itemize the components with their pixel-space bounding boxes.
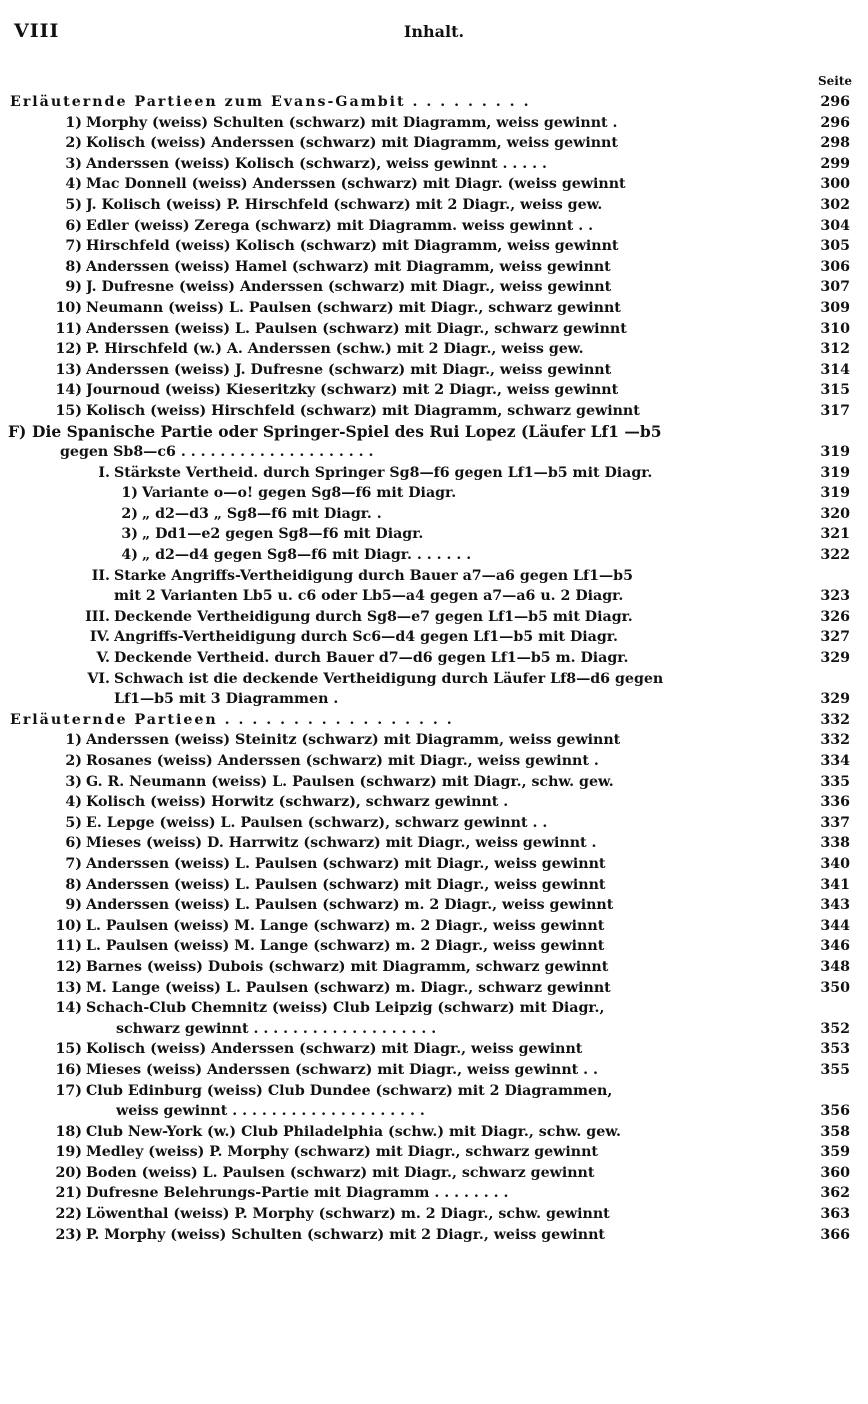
toc-entry-number: 19) xyxy=(55,1144,82,1161)
toc-entry-number: 6) xyxy=(65,217,82,234)
toc-entry xyxy=(0,442,868,463)
toc-entry-number: 12) xyxy=(55,341,82,358)
toc-entry-number: 2) xyxy=(65,135,82,152)
toc-entry xyxy=(0,174,868,195)
toc-entry-number: 5) xyxy=(65,814,82,831)
toc-entry-page: 355 xyxy=(820,1061,850,1078)
toc-entry-page: 314 xyxy=(820,361,850,378)
toc-entry-page: 304 xyxy=(820,217,850,234)
toc-entry-title: Lf1—b5 mit 3 Diagrammen . xyxy=(114,691,339,708)
toc-entry xyxy=(0,916,868,937)
toc-entry-page: 360 xyxy=(820,1164,850,1181)
toc-entry-title: Starke Angriffs-Vertheidigung durch Bauer a7—a6 gegen Lf1—b5 xyxy=(114,567,633,584)
toc-entry xyxy=(0,895,868,916)
toc-entry xyxy=(0,813,868,834)
toc-entry-title: Hirschfeld (weiss) Kolisch (schwarz) mit Diagramm, weiss gewinnt xyxy=(86,238,619,255)
toc-entry-number: 7) xyxy=(65,855,82,872)
toc-entry xyxy=(0,236,868,257)
toc-entry-title: Mac Donnell (weiss) Anderssen (schwarz) mit Diagr. (weiss gewinnt xyxy=(86,176,626,193)
toc-entry xyxy=(0,113,868,134)
toc-entry-title: Journoud (weiss) Kieseritzky (schwarz) mit 2 Diagr., weiss gewinnt xyxy=(86,382,619,399)
toc-entry-page: 362 xyxy=(820,1185,850,1202)
toc-entry xyxy=(0,339,868,360)
toc-entry xyxy=(0,1039,868,1060)
toc-entry-page: 299 xyxy=(820,155,850,172)
toc-entry-number: 12) xyxy=(55,958,82,975)
toc-entry-title: Kolisch (weiss) Hirschfeld (schwarz) mit Diagramm, schwarz gewinnt xyxy=(86,402,640,419)
toc-entry-number: 14) xyxy=(55,1000,82,1017)
toc-entry-page: 302 xyxy=(820,196,850,213)
toc-entry-number: 13) xyxy=(55,361,82,378)
toc-entry-title: Erläuternde Partieen zum Evans-Gambit . . . . . . . . . xyxy=(10,94,531,110)
toc-entry xyxy=(0,154,868,175)
toc-entry-page: 321 xyxy=(820,526,850,543)
toc-entry xyxy=(0,875,868,896)
toc-entry-page: 338 xyxy=(820,835,850,852)
toc-entry-page: 310 xyxy=(820,320,850,337)
toc-entry xyxy=(0,195,868,216)
toc-entry-page: 306 xyxy=(820,258,850,275)
toc-entry-page: 298 xyxy=(820,135,850,152)
toc-entry-page: 352 xyxy=(820,1020,850,1037)
toc-entry-number: 23) xyxy=(55,1226,82,1243)
toc-entry-title: Anderssen (weiss) L. Paulsen (schwarz) mit Diagr., weiss gewinnt xyxy=(86,855,606,872)
toc-entry xyxy=(0,504,868,525)
toc-entry-page: 341 xyxy=(820,876,850,893)
toc-entry-page: 296 xyxy=(820,94,850,110)
toc-entry-page: 329 xyxy=(820,691,850,708)
table-of-contents xyxy=(0,92,868,1245)
page-number-roman: VIII xyxy=(14,20,60,42)
toc-entry-number: 5) xyxy=(65,196,82,213)
toc-entry-title: L. Paulsen (weiss) M. Lange (schwarz) m. 2 Diagr., weiss gewinnt xyxy=(86,917,605,934)
toc-entry-number: 3) xyxy=(65,773,82,790)
toc-entry xyxy=(0,1163,868,1184)
toc-entry xyxy=(0,978,868,999)
toc-entry-title: schwarz gewinnt . . . . . . . . . . . . . . . . . . . xyxy=(116,1020,437,1037)
toc-entry-title: Kolisch (weiss) Anderssen (schwarz) mit Diagramm, weiss gewinnt xyxy=(86,135,618,152)
toc-entry-number: 9) xyxy=(65,897,82,914)
toc-entry-number: 17) xyxy=(55,1082,82,1099)
toc-entry-number: 15) xyxy=(55,402,82,419)
toc-entry xyxy=(0,1225,868,1246)
toc-entry-number: 14) xyxy=(55,382,82,399)
toc-entry-page: 335 xyxy=(820,773,850,790)
toc-entry xyxy=(0,586,868,607)
toc-entry xyxy=(0,730,868,751)
toc-entry-number: 16) xyxy=(55,1061,82,1078)
toc-entry-title: G. R. Neumann (weiss) L. Paulsen (schwarz) mit Diagr., schw. gew. xyxy=(86,773,614,790)
toc-entry-number: III. xyxy=(85,608,110,625)
toc-entry xyxy=(0,1019,868,1040)
toc-entry-page: 332 xyxy=(820,732,850,749)
toc-entry-number: 6) xyxy=(65,835,82,852)
toc-entry-title: Löwenthal (weiss) P. Morphy (schwarz) m. 2 Diagr., schw. gewinnt xyxy=(86,1206,610,1223)
toc-entry xyxy=(0,401,868,422)
toc-entry-page: 366 xyxy=(820,1226,850,1243)
toc-entry-title: Angriffs-Vertheidigung durch Sc6—d4 gegen Lf1—b5 mit Diagr. xyxy=(114,629,618,646)
toc-entry-page: 312 xyxy=(820,341,850,358)
toc-entry xyxy=(0,298,868,319)
toc-entry-page: 307 xyxy=(820,279,850,296)
toc-entry xyxy=(0,422,868,443)
toc-entry-title: Club Edinburg (weiss) Club Dundee (schwarz) mit 2 Diagrammen, xyxy=(86,1082,613,1099)
toc-entry-page: 319 xyxy=(820,464,850,481)
toc-entry-number: IV. xyxy=(89,629,110,646)
toc-entry-page: 359 xyxy=(820,1144,850,1161)
toc-entry-title: P. Morphy (weiss) Schulten (schwarz) mit 2 Diagr., weiss gewinnt xyxy=(86,1226,605,1243)
toc-entry-number: 4) xyxy=(121,547,138,564)
toc-entry-title: Boden (weiss) L. Paulsen (schwarz) mit Diagr., schwarz gewinnt xyxy=(86,1164,595,1181)
toc-entry-number: VI. xyxy=(87,670,110,687)
toc-entry-page: 323 xyxy=(820,588,850,605)
toc-entry-title: Erläuternde Partieen . . . . . . . . . . . . . . . . . xyxy=(10,711,454,728)
toc-entry-title: Neumann (weiss) L. Paulsen (schwarz) mit Diagr., schwarz gewinnt xyxy=(86,299,621,316)
toc-entry-page: 327 xyxy=(820,629,850,646)
toc-entry-title: Morphy (weiss) Schulten (schwarz) mit Diagramm, weiss gewinnt . xyxy=(86,114,618,131)
toc-entry xyxy=(0,751,868,772)
toc-entry xyxy=(0,833,868,854)
toc-entry-title: M. Lange (weiss) L. Paulsen (schwarz) m. Diagr., schwarz gewinnt xyxy=(86,979,611,996)
toc-entry xyxy=(0,360,868,381)
toc-entry-page: 353 xyxy=(820,1041,850,1058)
toc-entry-number: 2) xyxy=(65,753,82,769)
toc-entry-title: Schach-Club Chemnitz (weiss) Club Leipzig (schwarz) mit Diagr., xyxy=(86,1000,605,1017)
toc-entry-number: 8) xyxy=(65,876,82,893)
toc-entry xyxy=(0,689,868,710)
toc-entry-page: 336 xyxy=(820,794,850,811)
toc-entry-number: V. xyxy=(96,650,110,667)
toc-entry-title: E. Lepge (weiss) L. Paulsen (schwarz), schwarz gewinnt . . xyxy=(86,814,548,831)
toc-entry-title: Schwach ist die deckende Vertheidigung durch Läufer Lf8—d6 gegen xyxy=(114,670,664,687)
toc-entry-title: Kolisch (weiss) Anderssen (schwarz) mit Diagr., weiss gewinnt xyxy=(86,1041,583,1058)
toc-entry-number: 11) xyxy=(55,320,82,337)
toc-entry-page: 340 xyxy=(820,855,850,872)
toc-entry xyxy=(0,669,868,690)
toc-entry xyxy=(0,319,868,340)
toc-entry xyxy=(0,545,868,566)
toc-entry xyxy=(0,710,868,731)
toc-entry xyxy=(0,1122,868,1143)
toc-entry-page: 337 xyxy=(820,814,850,831)
toc-entry-page: 322 xyxy=(820,547,850,564)
toc-entry xyxy=(0,1060,868,1081)
toc-entry-title: Anderssen (weiss) Steinitz (schwarz) mit Diagramm, weiss gewinnt xyxy=(86,732,621,749)
toc-entry-title: Anderssen (weiss) L. Paulsen (schwarz) mit Diagr., weiss gewinnt xyxy=(86,876,606,893)
toc-entry-page: 296 xyxy=(820,114,850,131)
toc-entry-number: 4) xyxy=(65,794,82,811)
toc-entry-title: Rosanes (weiss) Anderssen (schwarz) mit Diagr., weiss gewinnt . xyxy=(86,753,599,769)
toc-entry-number: 7) xyxy=(65,238,82,255)
toc-entry-title: Dufresne Belehrungs-Partie mit Diagramm . . . . . . . . xyxy=(86,1185,509,1202)
toc-entry-number: 10) xyxy=(55,917,82,934)
toc-entry-number: 20) xyxy=(55,1164,82,1181)
toc-entry xyxy=(0,1204,868,1225)
toc-entry-number: 1) xyxy=(65,732,82,749)
toc-entry-number: 4) xyxy=(65,176,82,193)
toc-entry-title: mit 2 Varianten Lb5 u. c6 oder Lb5—a4 gegen a7—a6 u. 2 Diagr. xyxy=(114,588,624,605)
toc-entry xyxy=(0,936,868,957)
toc-entry-page: 305 xyxy=(820,238,850,255)
toc-entry-page: 319 xyxy=(820,444,850,461)
toc-entry-number: 18) xyxy=(55,1123,82,1140)
toc-entry-title: Club New-York (w.) Club Philadelphia (schw.) mit Diagr., schw. gew. xyxy=(86,1123,621,1140)
toc-entry xyxy=(0,133,868,154)
toc-entry-title: Variante o—o! gegen Sg8—f6 mit Diagr. xyxy=(142,485,457,502)
page-column-label: Seite xyxy=(817,74,852,88)
toc-entry-page: 300 xyxy=(820,176,850,193)
toc-entry-number: 8) xyxy=(65,258,82,275)
toc-entry-title: Medley (weiss) P. Morphy (schwarz) mit Diagr., schwarz gewinnt xyxy=(86,1144,598,1161)
toc-entry xyxy=(0,998,868,1019)
toc-entry xyxy=(0,1101,868,1122)
toc-entry-number: 21) xyxy=(55,1185,82,1202)
toc-entry-number: 3) xyxy=(65,155,82,172)
toc-entry xyxy=(0,92,868,113)
toc-entry-title: Anderssen (weiss) J. Dufresne (schwarz) mit Diagr., weiss gewinnt xyxy=(86,361,612,378)
toc-entry xyxy=(0,257,868,278)
toc-entry-title: P. Hirschfeld (w.) A. Anderssen (schw.) mit 2 Diagr., weiss gew. xyxy=(86,341,584,358)
toc-entry-number: 13) xyxy=(55,979,82,996)
toc-entry-title: Edler (weiss) Zerega (schwarz) mit Diagramm. weiss gewinnt . . xyxy=(86,217,594,234)
page-title: Inhalt. xyxy=(403,22,465,41)
toc-entry-title: L. Paulsen (weiss) M. Lange (schwarz) m. 2 Diagr., weiss gewinnt xyxy=(86,938,605,955)
toc-entry-page: 326 xyxy=(820,608,850,625)
toc-entry-title: „ Dd1—e2 gegen Sg8—f6 mit Diagr. xyxy=(142,526,424,543)
toc-entry-page: 343 xyxy=(820,897,850,914)
toc-entry-title: Kolisch (weiss) Horwitz (schwarz), schwarz gewinnt . xyxy=(86,794,509,811)
toc-entry xyxy=(0,1183,868,1204)
toc-entry-page: 356 xyxy=(820,1103,850,1120)
toc-entry xyxy=(0,648,868,669)
toc-entry-title: weiss gewinnt . . . . . . . . . . . . . . . . . . . . xyxy=(116,1103,425,1120)
toc-entry-number: F) xyxy=(8,421,27,441)
toc-entry-title: Die Spanische Partie oder Springer-Spiel des Rui Lopez (Läufer Lf1 —b5 xyxy=(32,421,662,441)
toc-entry xyxy=(0,463,868,484)
toc-entry-title: Mieses (weiss) Anderssen (schwarz) mit Diagr., weiss gewinnt . . xyxy=(86,1061,598,1078)
toc-entry-page: 346 xyxy=(820,938,850,955)
toc-entry-number: I. xyxy=(98,464,110,481)
toc-entry-page: 320 xyxy=(820,505,850,522)
toc-entry-number: 11) xyxy=(55,938,82,955)
toc-entry-page: 350 xyxy=(820,979,850,996)
toc-entry-title: „ d2—d3 „ Sg8—f6 mit Diagr. . xyxy=(142,505,382,522)
toc-entry-page: 358 xyxy=(820,1123,850,1140)
toc-entry-number: 1) xyxy=(65,114,82,131)
toc-entry-title: J. Kolisch (weiss) P. Hirschfeld (schwarz) mit 2 Diagr., weiss gew. xyxy=(86,196,603,213)
toc-entry-page: 344 xyxy=(820,917,850,934)
toc-entry-title: Anderssen (weiss) L. Paulsen (schwarz) m. 2 Diagr., weiss gewinnt xyxy=(86,897,614,914)
toc-entry-page: 319 xyxy=(820,485,850,502)
toc-entry xyxy=(0,792,868,813)
toc-entry-title: Mieses (weiss) D. Harrwitz (schwarz) mit Diagr., weiss gewinnt . xyxy=(86,835,597,852)
toc-entry-title: „ d2—d4 gegen Sg8—f6 mit Diagr. . . . . . . xyxy=(142,547,472,564)
toc-entry-title: Deckende Vertheid. durch Bauer d7—d6 gegen Lf1—b5 m. Diagr. xyxy=(114,650,629,667)
toc-entry-number: 1) xyxy=(121,485,138,502)
toc-entry-page: 317 xyxy=(820,402,850,419)
toc-entry xyxy=(0,566,868,587)
toc-entry xyxy=(0,1081,868,1102)
toc-entry xyxy=(0,772,868,793)
toc-entry xyxy=(0,277,868,298)
toc-entry-page: 315 xyxy=(820,382,850,399)
toc-entry xyxy=(0,607,868,628)
toc-entry xyxy=(0,627,868,648)
toc-entry-number: 2) xyxy=(121,505,138,522)
toc-entry-number: 15) xyxy=(55,1041,82,1058)
toc-entry-title: Stärkste Vertheid. durch Springer Sg8—f6 gegen Lf1—b5 mit Diagr. xyxy=(114,464,653,481)
toc-entry-page: 329 xyxy=(820,650,850,667)
toc-entry-page: 348 xyxy=(820,958,850,975)
toc-entry-title: Barnes (weiss) Dubois (schwarz) mit Diagramm, schwarz gewinnt xyxy=(86,958,609,975)
toc-entry-number: II. xyxy=(91,567,110,584)
toc-entry-page: 363 xyxy=(820,1206,850,1223)
toc-entry-page: 332 xyxy=(820,711,850,728)
toc-entry-number: 3) xyxy=(121,526,138,543)
toc-entry xyxy=(0,380,868,401)
toc-entry xyxy=(0,854,868,875)
toc-entry xyxy=(0,1142,868,1163)
toc-entry-title: Anderssen (weiss) Kolisch (schwarz), weiss gewinnt . . . . . xyxy=(86,155,547,172)
toc-entry xyxy=(0,216,868,237)
toc-entry-page: 334 xyxy=(820,753,850,769)
toc-entry xyxy=(0,483,868,504)
toc-entry-number: 10) xyxy=(55,299,82,316)
toc-entry-title: gegen Sb8—c6 . . . . . . . . . . . . . . . . . . . . xyxy=(60,444,374,461)
toc-entry-title: Anderssen (weiss) L. Paulsen (schwarz) mit Diagr., schwarz gewinnt xyxy=(86,320,627,337)
toc-entry-number: 22) xyxy=(55,1206,82,1223)
toc-entry-page: 309 xyxy=(820,299,850,316)
toc-entry-title: Anderssen (weiss) Hamel (schwarz) mit Diagramm, weiss gewinnt xyxy=(86,258,611,275)
toc-entry-number: 9) xyxy=(65,279,82,296)
toc-entry-title: J. Dufresne (weiss) Anderssen (schwarz) mit Diagr., weiss gewinnt xyxy=(86,279,612,296)
toc-entry-title: Deckende Vertheidigung durch Sg8—e7 gegen Lf1—b5 mit Diagr. xyxy=(114,608,633,625)
toc-entry xyxy=(0,957,868,978)
toc-entry xyxy=(0,524,868,545)
